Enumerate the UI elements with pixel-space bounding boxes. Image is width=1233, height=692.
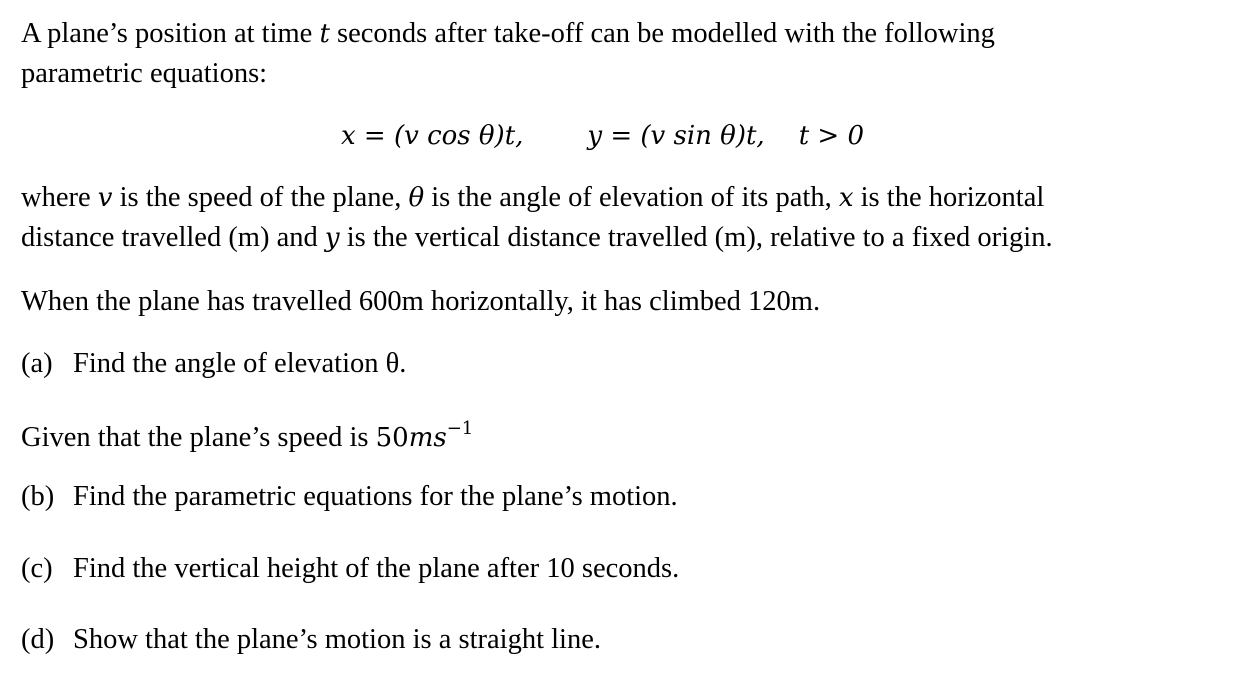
definitions-line-2: [21, 218, 1053, 258]
intro-text-a: A plane’s position at time: [21, 18, 320, 49]
part-a-text: Find the angle of elevation θ.: [73, 348, 407, 379]
given-travel-statement: When the plane has travelled 600m horizontally, it has climbed 120m.: [21, 286, 821, 317]
part-b: [21, 477, 678, 517]
parametric-equations: [341, 116, 864, 156]
domain-condition: t > 0: [798, 121, 864, 151]
y-equation: y = (v sin θ)t,: [587, 121, 765, 151]
intro-paragraph: [21, 14, 995, 94]
time-variable: t: [319, 19, 330, 49]
speed-value: 50: [375, 423, 409, 453]
definitions-paragraph: [21, 178, 1053, 258]
intro-line-1: [21, 14, 995, 54]
speed-unit-exponent: −1: [446, 418, 474, 439]
intro-line-2: parametric equations:: [21, 58, 268, 89]
definitions-text: is the speed of the plane,: [112, 182, 409, 213]
definitions-text: distance travelled (m) and: [21, 222, 325, 253]
given-speed-text: Given that the plane’s speed is: [21, 422, 376, 453]
given-speed-statement: [21, 418, 473, 458]
definitions-text: is the vertical distance travelled (m), relative to a fixed origin.: [339, 222, 1053, 253]
part-a-label: (a): [21, 348, 53, 379]
part-b-text: Find the parametric equations for the plane’s motion.: [73, 481, 678, 512]
horizontal-variable: x: [838, 183, 854, 213]
part-c-label: (c): [21, 553, 53, 584]
part-c-text: Find the vertical height of the plane after 10 seconds.: [73, 553, 680, 584]
definitions-text: is the horizontal: [853, 182, 1045, 213]
definitions-text: where: [21, 182, 98, 213]
angle-variable: θ: [408, 183, 425, 213]
definitions-text: is the angle of elevation of its path,: [424, 182, 839, 213]
part-d-label: (d): [21, 624, 55, 655]
speed-variable: v: [97, 183, 113, 213]
part-a: [21, 344, 406, 384]
x-equation: x = (v cos θ)t,: [341, 121, 524, 151]
definitions-line-1: [21, 178, 1053, 218]
part-d-text: Show that the plane’s motion is a straight line.: [73, 624, 601, 655]
intro-text-b: seconds after take-off can be modelled with the following: [329, 18, 995, 49]
speed-unit: ms: [408, 423, 447, 453]
vertical-variable: y: [324, 223, 340, 253]
part-b-label: (b): [21, 481, 55, 512]
part-d: [21, 620, 601, 660]
part-c: [21, 549, 679, 589]
